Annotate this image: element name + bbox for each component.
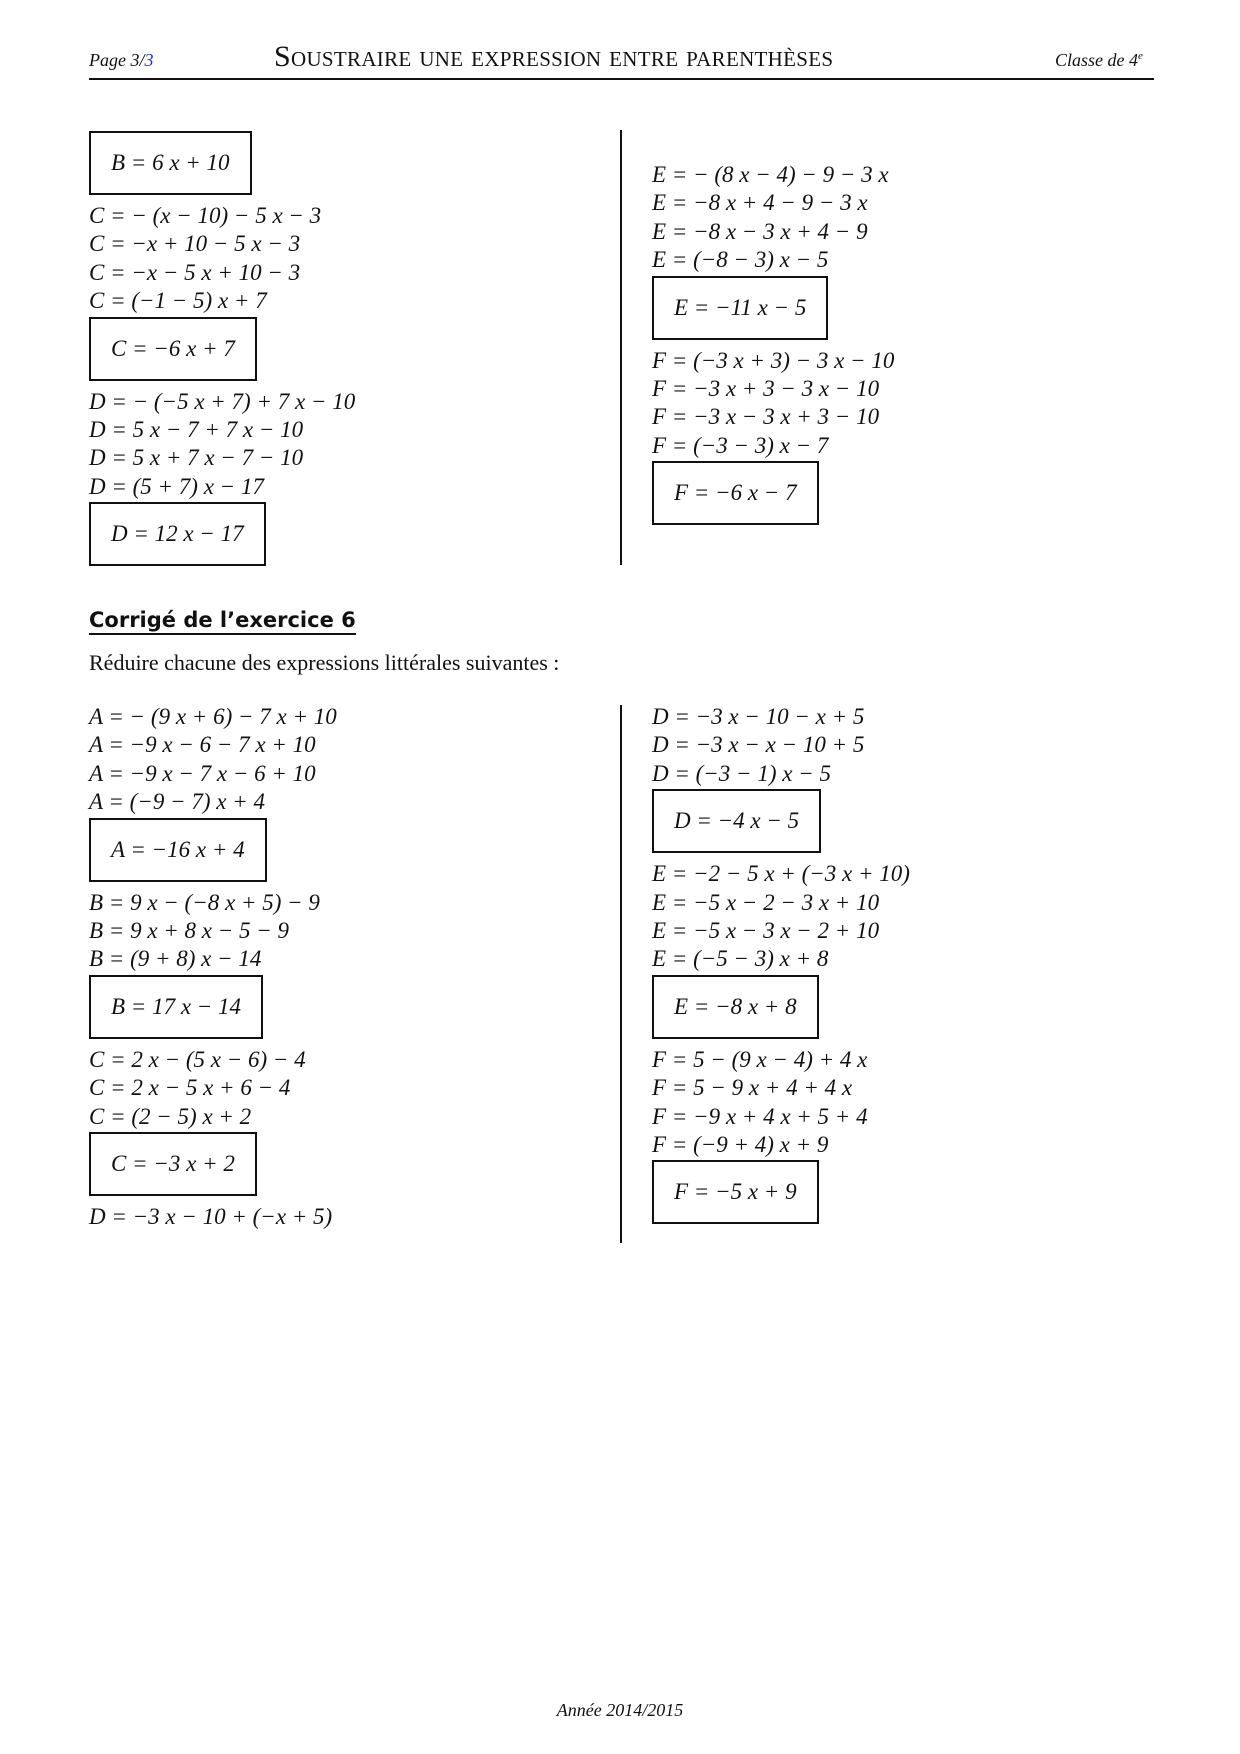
result-box-D: D = −4 x − 5 [652,789,821,853]
math-line: C = −x − 5 x + 10 − 3 [89,259,301,285]
math-line: F = (−3 x + 3) − 3 x − 10 [652,347,895,373]
result-box-D: D = 12 x − 17 [89,502,266,566]
math-line: E = − (8 x − 4) − 9 − 3 x [652,162,889,187]
math-line: E = −8 x + 4 − 9 − 3 x [652,190,868,216]
page-total-link[interactable]: 3 [144,50,154,70]
math-line: C = −x + 10 − 5 x − 3 [89,231,301,257]
math-line: F = 5 − 9 x + 4 + 4 x [652,1075,853,1101]
math-line: D = −3 x − 10 + (−x + 5) [89,1203,333,1229]
math-line: C = − (x − 10) − 5 x − 3 [89,203,322,228]
math-line: F = (−3 − 3) x − 7 [652,432,829,458]
math-line: B = 9 x + 8 x − 5 − 9 [89,917,290,943]
math-line: D = (5 + 7) x − 17 [89,473,264,499]
math-line: F = −9 x + 4 x + 5 + 4 [652,1103,868,1129]
math-line: C = (2 − 5) x + 2 [89,1103,252,1129]
result-box-F: F = −6 x − 7 [652,461,819,525]
page-title: Soustraire une expression entre parenthèses [274,40,834,73]
math-line: F = 5 − (9 x − 4) + 4 x [652,1046,868,1072]
math-line: D = 5 x − 7 + 7 x − 10 [89,416,304,442]
math-line: F = −3 x − 3 x + 3 − 10 [652,404,880,430]
math-line: A = −9 x − 7 x − 6 + 10 [89,760,316,786]
math-line: E = (−5 − 3) x + 8 [652,946,829,972]
math-line: C = (−1 − 5) x + 7 [89,288,267,314]
header-rule [89,78,1154,80]
math-line: E = −5 x − 3 x − 2 + 10 [652,917,880,943]
result-box-F: F = −5 x + 9 [652,1160,819,1224]
math-line: C = 2 x − (5 x − 6) − 4 [89,1046,306,1072]
instruction-text: Réduire chacune des expressions littérales suivantes : [89,650,560,675]
column-divider [620,130,622,565]
exercise6-left-column [89,703,337,1231]
column-divider [620,705,622,1243]
result-box-B: B = 6 x + 10 [89,131,252,195]
math-line: E = −5 x − 2 − 3 x + 10 [652,889,880,915]
math-line: D = (−3 − 1) x − 5 [652,760,831,786]
page-label: Page 3/ [89,50,145,70]
block1-left-column [89,130,355,573]
result-box-A: A = −16 x + 4 [89,818,267,882]
math-line: D = −3 x − x − 10 + 5 [652,732,865,758]
math-line: A = (−9 − 7) x + 4 [89,789,265,815]
section-title: Corrigé de l’exercice 6 [89,608,356,635]
math-line: E = −2 − 5 x + (−3 x + 10) [652,861,910,887]
math-line: F = −3 x + 3 − 3 x − 10 [652,375,880,401]
page-indicator [89,50,154,71]
math-line: B = (9 + 8) x − 14 [89,946,262,972]
math-line: B = 9 x − (−8 x + 5) − 9 [89,889,320,915]
math-line: A = −9 x − 6 − 7 x + 10 [89,732,316,758]
class-label: Classe de 4e [1055,50,1143,70]
math-line: A = − (9 x + 6) − 7 x + 10 [89,704,337,729]
exercise6-right-column [652,703,910,1231]
result-box-E: E = −8 x + 8 [652,975,819,1039]
math-line: E = −8 x − 3 x + 4 − 9 [652,218,868,244]
math-line: D = 5 x + 7 x − 7 − 10 [89,445,304,471]
block1-right-column [652,161,894,532]
result-box-B: B = 17 x − 14 [89,975,263,1039]
result-box-C: C = −3 x + 2 [89,1132,257,1196]
result-box-C: C = −6 x + 7 [89,317,257,381]
math-line: C = 2 x − 5 x + 6 − 4 [89,1075,291,1101]
math-line: D = −3 x − 10 − x + 5 [652,704,865,729]
result-box-E: E = −11 x − 5 [652,276,828,340]
footer-year: Année 2014/2015 [556,1700,684,1720]
math-line: D = − (−5 x + 7) + 7 x − 10 [89,388,356,414]
math-line: E = (−8 − 3) x − 5 [652,247,829,273]
math-line: F = (−9 + 4) x + 9 [652,1131,829,1157]
